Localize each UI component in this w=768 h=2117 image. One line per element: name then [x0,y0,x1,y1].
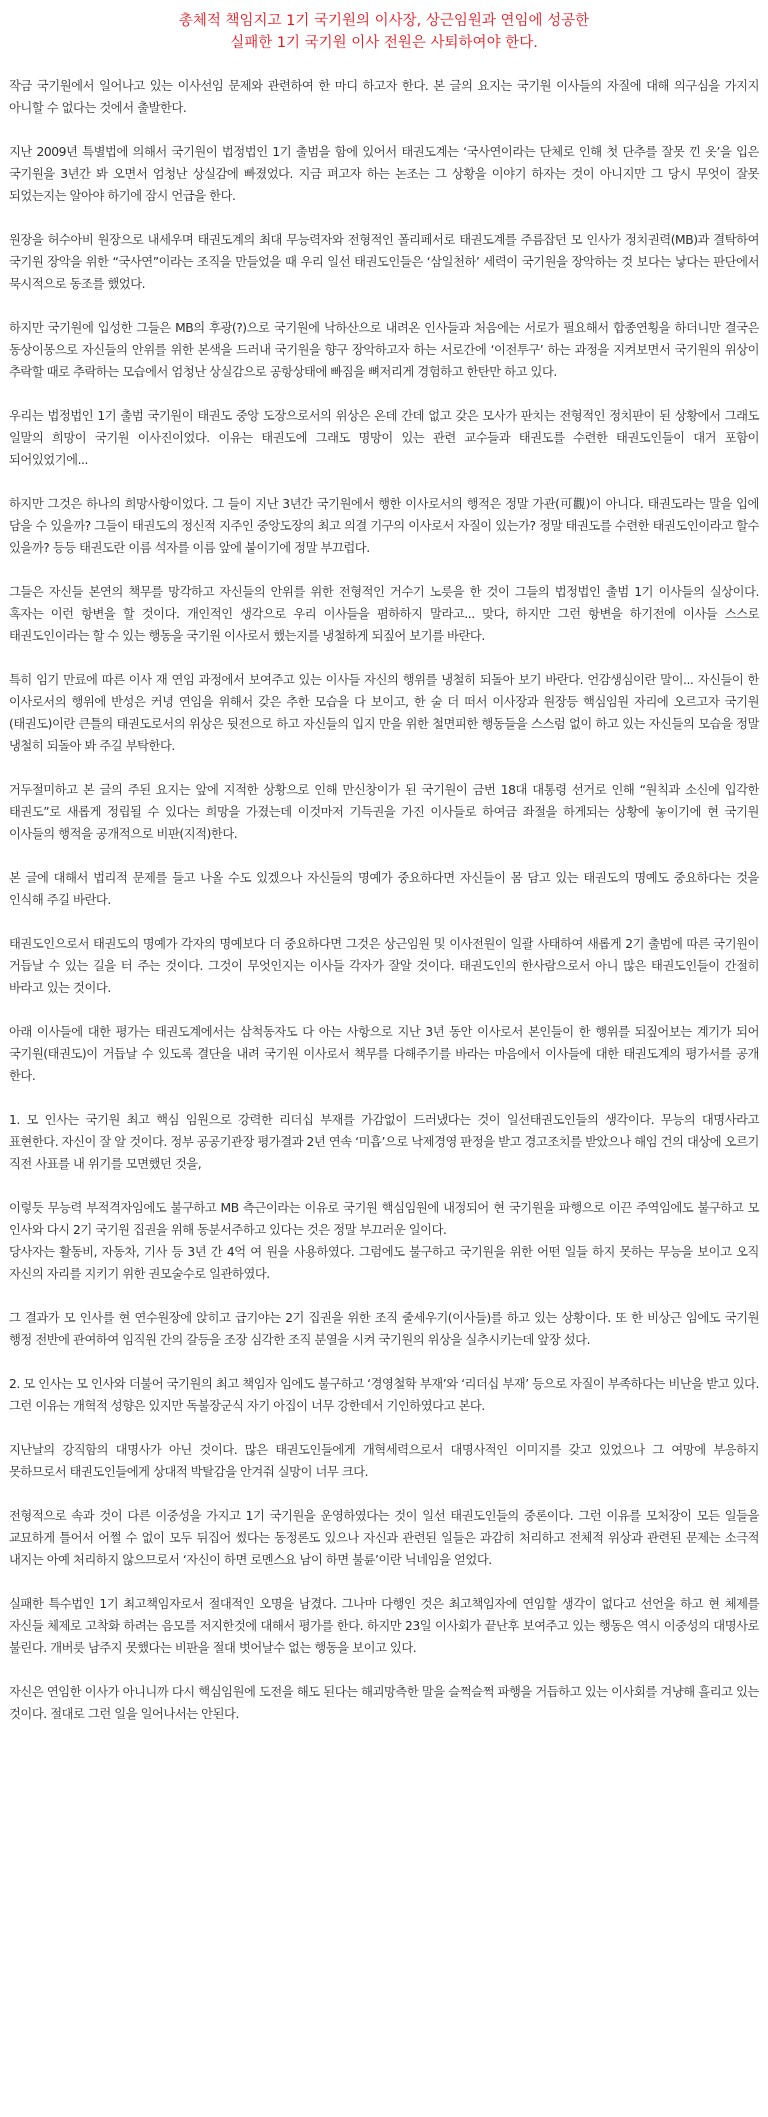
paragraph: 그 결과가 모 인사를 현 연수원장에 앉히고 급기야는 2기 집권을 위한 조직 줄세우기(이사들)를 하고 있는 상황이다. 또 한 비상근 임에도 국기원 행정 전반에 관여하여 임직원 간의 갈등을 조장 심각한 조직 분열을 시켜 국기원의 위상을 실추시키는데 앞장 섰다. [9,1311,759,1347]
paragraph: 2. 모 인사는 모 인사와 더불어 국기원의 최고 책임자 임에도 불구하고 ‘경영철학 부재’와 ‘리더십 부재’ 등으로 자질이 부족하다는 비난을 받고 있다. 그런 이유는 개혁적 성향은 있지만 독불장군식 자기 아집이 너무 강한데서 기인하였다고 본다. [9,1377,759,1413]
paragraph: 우리는 법정법인 1기 출범 국기원이 태권도 중앙 도장으로서의 위상은 온데 간데 없고 갖은 모사가 판치는 전형적인 정치판이 된 상황에서 그래도 일말의 희망이 국기원 이사진이었다. 이유는 태권도에 그래도 명망이 있는 관련 교수들과 태권도를 수련한 태권도인들이 대거 포함이 되어있었기에... [9,409,759,467]
paragraph: 그들은 자신들 본연의 책무를 망각하고 자신들의 안위를 위한 전형적인 거수기 노릇을 한 것이 그들의 법정법인 출범 1기 이사들의 실상이다. 혹자는 이런 항변을 할 것이다. 개인적인 생각으로 우리 이사들을 폄하하지 말라고... 맞다, 하지만 그런 항변을 하기전에 이사들 스스로 태권도인이라는 할 수 있는 행동을 국기원 이사로서 했는지를 냉철하게 되짚어 보기를 바란다. [9,585,759,643]
paragraph: 자신은 연임한 이사가 아니니까 다시 핵심임원에 도전을 해도 된다는 해괴망측한 말을 슬쩍슬쩍 파행을 거듭하고 있는 이사회를 겨냥해 흘리고 있는 것이다. 절대로 그런 일을 일어나서는 안된다. [9,1685,759,1721]
paragraph: 전형적으로 속과 것이 다른 이중성을 가지고 1기 국기원을 운영하였다는 것이 일선 태권도인들의 중론이다. 그런 이유를 모처장이 모든 일들을 교묘하게 틀어서 어쩔 수 없이 모두 뒤집어 썼다는 동정론도 있으나 자신과 관련된 일들은 과감히 처리하고 전체적 위상과 관련된 문제는 소극적 내지는 아예 처리하지 않으므로서 ‘자신이 하면 로멘스요 남이 하면 불륜’이란 닉네임을 얻었다. [9,1509,759,1567]
title-line-2: 실패한 1기 국기원 이사 전원은 사퇴하여야 한다. [230,35,538,51]
paragraph: 당사자는 활동비, 자동차, 기사 등 3년 간 4억 여 원을 사용하였다. 그럼에도 불구하고 국기원을 위한 어떤 일들 하지 못하는 무능을 보이고 오직 자신의 자리를 지키기 위한 권모술수로 일관하였다. [9,1245,759,1281]
paragraph: 거두절미하고 본 글의 주된 요지는 앞에 지적한 상황으로 인해 만신창이가 된 국기원이 금번 18대 대통령 선거로 인해 “원칙과 소신에 입각한 태권도”로 새롭게 정립될 수 있다는 희망을 가졌는데 이것마저 기득권을 가진 이사들로 하여금 좌절을 하게되는 상황에 놓이기에 현 국기원 이사들의 행적을 공개적으로 비판(지적)한다. [9,783,759,841]
paragraph: 하지만 그것은 하나의 희망사항이었다. 그 들이 지난 3년간 국기원에서 행한 이사로서의 행적은 정말 가관(可觀)이 아니다. 태권도라는 말을 입에 담을 수 있을까? 그들이 태권도의 정신적 지주인 중앙도장의 최고 의결 기구의 이사로서 자질이 있는가? 정말 태권도를 수련한 태권도인이라고 할수 있을까? 등등 태권도란 이름 석자를 이름 앞에 붙이기에 정말 부끄럽다. [9,497,759,555]
paragraph: 하지만 국기원에 입성한 그들은 MB의 후광(?)으로 국기원에 낙하산으로 내려온 인사들과 처음에는 서로가 필요해서 합종연횡을 하더니만 결국은 동상이몽으로 자신들의 안위를 위한 본색을 드러내 국기원을 향구 장악하고자 하는 서로간에 ‘이전투구’ 하는 과정을 지켜보면서 국기원의 위상이 추락할 때로 추락하는 모습에서 엄청난 상실감으로 공항상태에 빠짐을 뼈저리게 경험하고 한탄만 하고 있다. [9,321,759,379]
title-line-1: 총체적 책임지고 1기 국기원의 이사장, 상근임원과 연임에 성공한 [178,13,590,29]
paragraph: 태권도인으로서 태권도의 명예가 각자의 명예보다 더 중요하다면 그것은 상근임원 및 이사전원이 일괄 사태하여 새롭게 2기 출범에 따른 국기원이 거듭날 수 있는 길을 터 주는 것이다. 그것이 무엇인지는 이사들 각자가 잘알 것이다. 태권도인의 한사람으로서 아니 많은 태권도인들이 간절히 바라고 있는 것이다. [9,937,759,995]
article-body [9,75,759,1725]
paragraph: 이렇듯 무능력 부적격자임에도 불구하고 MB 측근이라는 이유로 국기원 핵심임원에 내정되어 현 국기원을 파행으로 이끈 주역임에도 불구하고 모 인사와 다시 2기 국기원 집권을 위해 동분서주하고 있다는 것은 정말 부끄러운 일이다. [9,1201,759,1237]
paragraph: 작금 국기원에서 일어나고 있는 이사선임 문제와 관련하여 한 마디 하고자 한다. 본 글의 요지는 국기원 이사들의 자질에 대해 의구심을 가지지 아니할 수 없다는 것에서 출발한다. [9,79,759,115]
paragraph: 특히 임기 만료에 따른 이사 재 연임 과정에서 보여주고 있는 이사들 자신의 행위를 냉철히 되돌아 보기 바란다. 언감생심이란 말이... 자신들이 한 이사로서의 행위에 반성은 커녕 연임을 위해서 갖은 추한 모습을 다 보이고, 한 술 더 떠서 이사장과 원장등 핵심임원 자리에 오르고자 국기원(태권도)이란 큰틀의 태권도로서의 위상은 뒷전으로 하고 자신들의 입지 만을 위한 철면피한 행동들을 스스럼 없이 하고 있는 자신들의 모습을 정말 냉철히 되돌아 봐 주길 부탁한다. [9,673,759,753]
paragraph: 1. 모 인사는 국기원 최고 핵심 임원으로 강력한 리더십 부재를 가감없이 드러냈다는 것이 일선태권도인들의 생각이다. 무능의 대명사라고 표현한다. 자신이 잘 알 것이다. 정부 공공기관장 평가결과 2년 연속 ‘미흡’으로 낙제경영 판정을 받고 경고조치를 받았으나 해임 건의 대상에 오르기 직전 사표를 내 위기를 모면했던 것을, [9,1113,759,1171]
paragraph: 지난날의 강직함의 대명사가 아닌 것이다. 많은 태권도인들에게 개혁세력으로서 대명사적인 이미지를 갖고 있었으나 그 여망에 부응하지 못하므로서 태권도인들에게 상대적 박탈감을 안겨줘 실망이 너무 크다. [9,1443,759,1479]
article-title [9,10,759,54]
paragraph: 지난 2009년 특별법에 의해서 국기원이 법정법인 1기 출범을 함에 있어서 태권도계는 ‘국사연이라는 단체로 인해 첫 단추를 잘못 낀 옷’을 입은 국기원을 3년간 봐 오면서 엄청난 상실감에 빠졌었다. 지금 펴고자 하는 논조는 그 상황을 이야기 하자는 것이 아니지만 그 당시 무엇이 잘못 되었는지는 알아야 하기에 잠시 언급을 한다. [9,145,759,203]
paragraph: 원장을 허수아비 원장으로 내세우며 태권도계의 최대 무능력자와 전형적인 폴리페서로 태권도계를 주름잡던 모 인사가 정치권력(MB)과 결탁하여 국기원 장악을 위한 “국사연”이라는 조직을 만들었을 때 우리 일선 태권도인들은 ‘삼일천하’ 세력이 국기원을 장악하는 것 보다는 낳다는 판단에서 묵시적으로 동조를 했었다. [9,233,759,291]
paragraph: 실패한 특수법인 1기 최고책임자로서 절대적인 오명을 남겼다. 그나마 다행인 것은 최고책임자에 연임할 생각이 없다고 선언을 하고 현 체제를 자신들 체제로 고착화 하려는 음모를 저지한것에 대해서 평가를 한다. 하지만 23일 이사회가 끝난후 보여주고 있는 행동은 역시 이중성의 대명사로 불린다. 개버릇 남주지 못했다는 비판을 절대 벗어날수 없는 행동을 보이고 있다. [9,1597,759,1655]
paragraph: 본 글에 대해서 법리적 문제를 들고 나올 수도 있겠으나 자신들의 명예가 중요하다면 자신들이 몸 담고 있는 태권도의 명예도 중요하다는 것을 인식해 주길 바란다. [9,871,759,907]
paragraph: 아래 이사들에 대한 평가는 태권도계에서는 삼척동자도 다 아는 사항으로 지난 3년 동안 이사로서 본인들이 한 행위를 되짚어보는 계기가 되어 국기원(태권도)이 거듭날 수 있도록 결단을 내려 국기원 이사로서 책무를 다해주기를 바라는 마음에서 이사들에 대한 태권도계의 평가서를 공개 한다. [9,1025,759,1083]
